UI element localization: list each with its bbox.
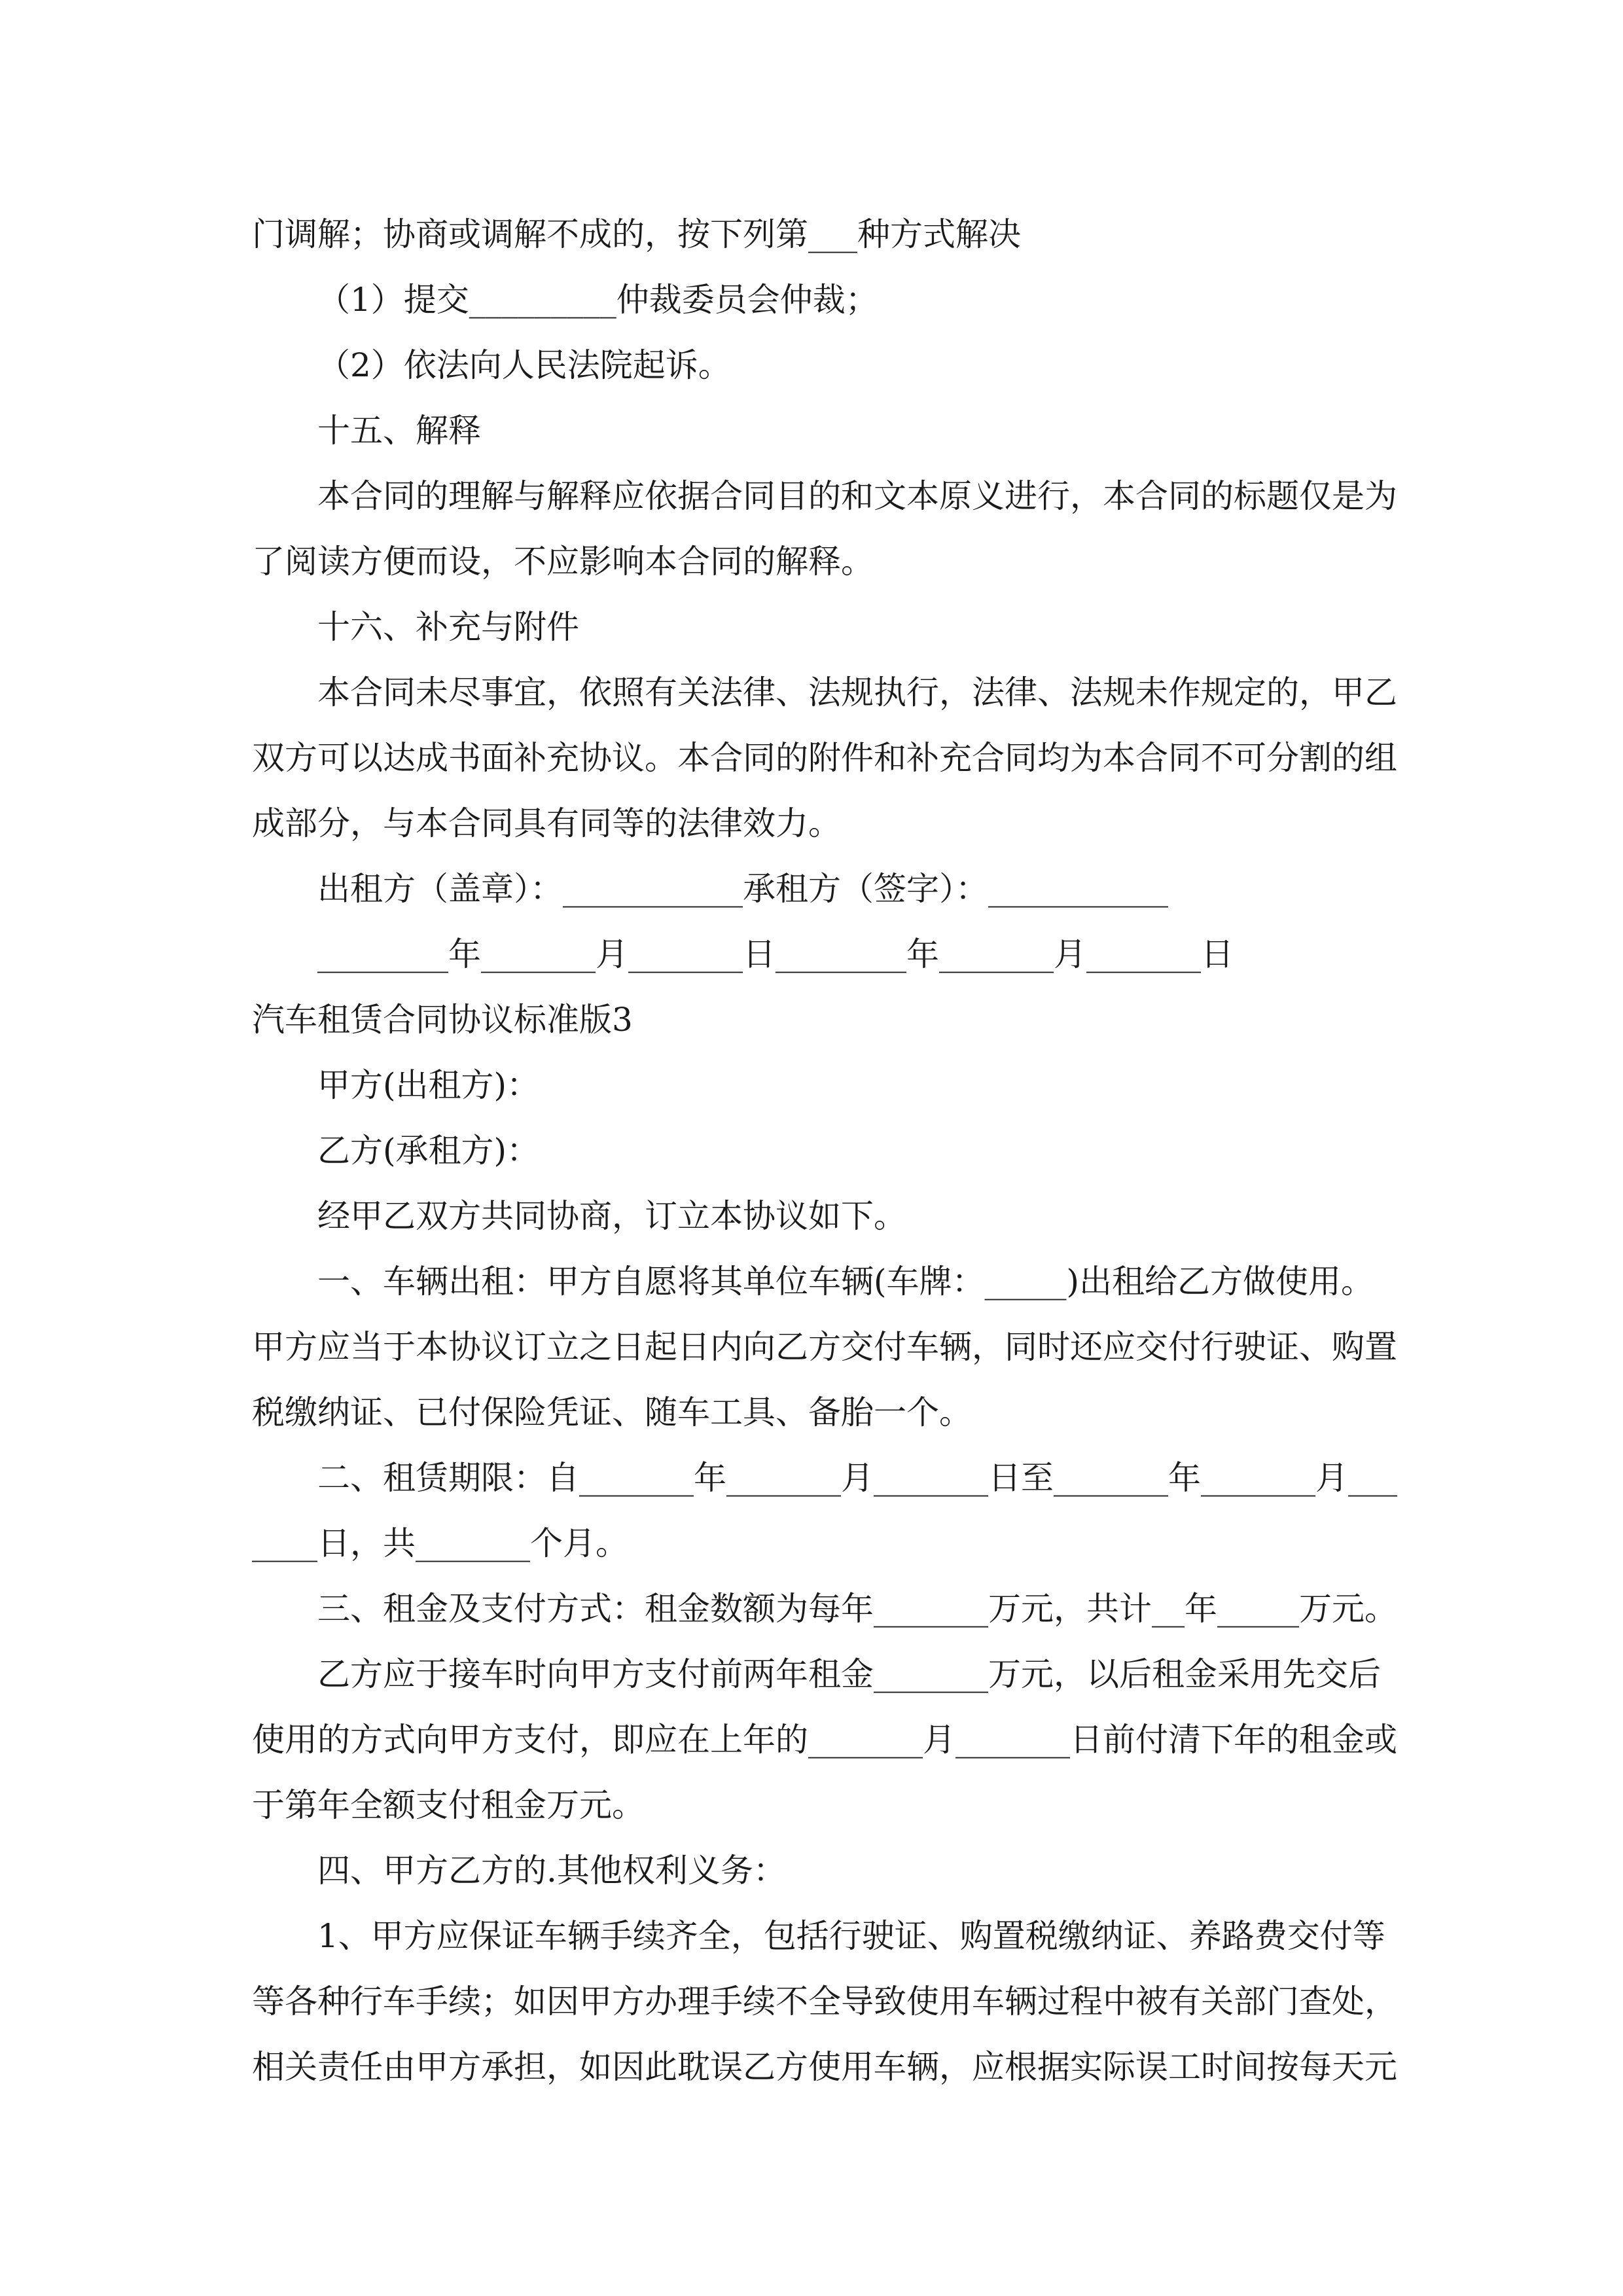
section-heading-supplement: 十六、补充与附件 bbox=[317, 608, 579, 646]
obligation-item-1: 1、甲方应保证车辆手续齐全，包括行驶证、购置税缴纳证、养路费交付等等各种行车手续；如因甲方办理手续不全导致使用车辆过程中被有关部门查处，相关责任由甲方承担，如因此耽误乙方使用车辆，应根据实际误工时间按每天元 bbox=[252, 1917, 1397, 2086]
contract-title: 汽车租赁合同协议标准版3 bbox=[252, 1001, 633, 1039]
supplement-paragraph: 本合同未尽事宜，依照有关法律、法规执行，法律、法规未作规定的，甲乙双方可以达成书面补充协议。本合同的附件和补充合同均为本合同不可分割的组成部分，与本合同具有同等的法律效力。 bbox=[252, 673, 1397, 842]
document-body bbox=[252, 202, 1404, 2100]
arbitration-option: （1）提交_________仲裁委员会仲裁； bbox=[317, 281, 878, 319]
party-a-line: 甲方(出租方)： bbox=[317, 1066, 540, 1104]
clause-vehicle-rental: 一、车辆出租：甲方自愿将其单位车辆(车牌：_____)出租给乙方做使用。甲方应当于本协议订立之日起日内向乙方交付车辆，同时还应交付行驶证、购置税缴纳证、已付保险凭证、随车工具、备胎一个。 bbox=[252, 1263, 1397, 1431]
date-line: ________年_______月_______日________年_______月_______日 bbox=[317, 935, 1234, 973]
court-option: （2）依法向人民法院起诉。 bbox=[317, 346, 731, 384]
dispute-resolution-line: 门调解；协商或调解不成的，按下列第___种方式解决 bbox=[252, 215, 1021, 253]
party-b-line: 乙方(承租方)： bbox=[317, 1132, 540, 1170]
clause-lease-term: 二、租赁期限：自_______年_______月_______日至_______年_______月_______日，共_______个月。 bbox=[252, 1459, 1397, 1562]
rent-payment-details: 乙方应于接车时向甲方支付前两年租金_______万元，以后租金采用先交后使用的方式向甲方支付，即应在上年的_______月_______日前付清下年的租金或于第年全额支付租金万元。 bbox=[252, 1655, 1397, 1824]
agreement-intro: 经甲乙双方共同协商，订立本协议如下。 bbox=[317, 1197, 906, 1235]
clause-rent-payment: 三、租金及支付方式：租金数额为每年_______万元，共计__年_____万元。 bbox=[317, 1590, 1397, 1628]
clause-rights-obligations: 四、甲方乙方的.其他权利义务： bbox=[317, 1852, 786, 1890]
section-heading-interpretation: 十五、解释 bbox=[317, 412, 481, 450]
signature-line: 出租方（盖章）：___________承租方（签字）：___________ bbox=[317, 870, 1168, 908]
interpretation-paragraph: 本合同的理解与解释应依据合同目的和文本原义进行，本合同的标题仅是为了阅读方便而设，不应影响本合同的解释。 bbox=[252, 477, 1397, 581]
